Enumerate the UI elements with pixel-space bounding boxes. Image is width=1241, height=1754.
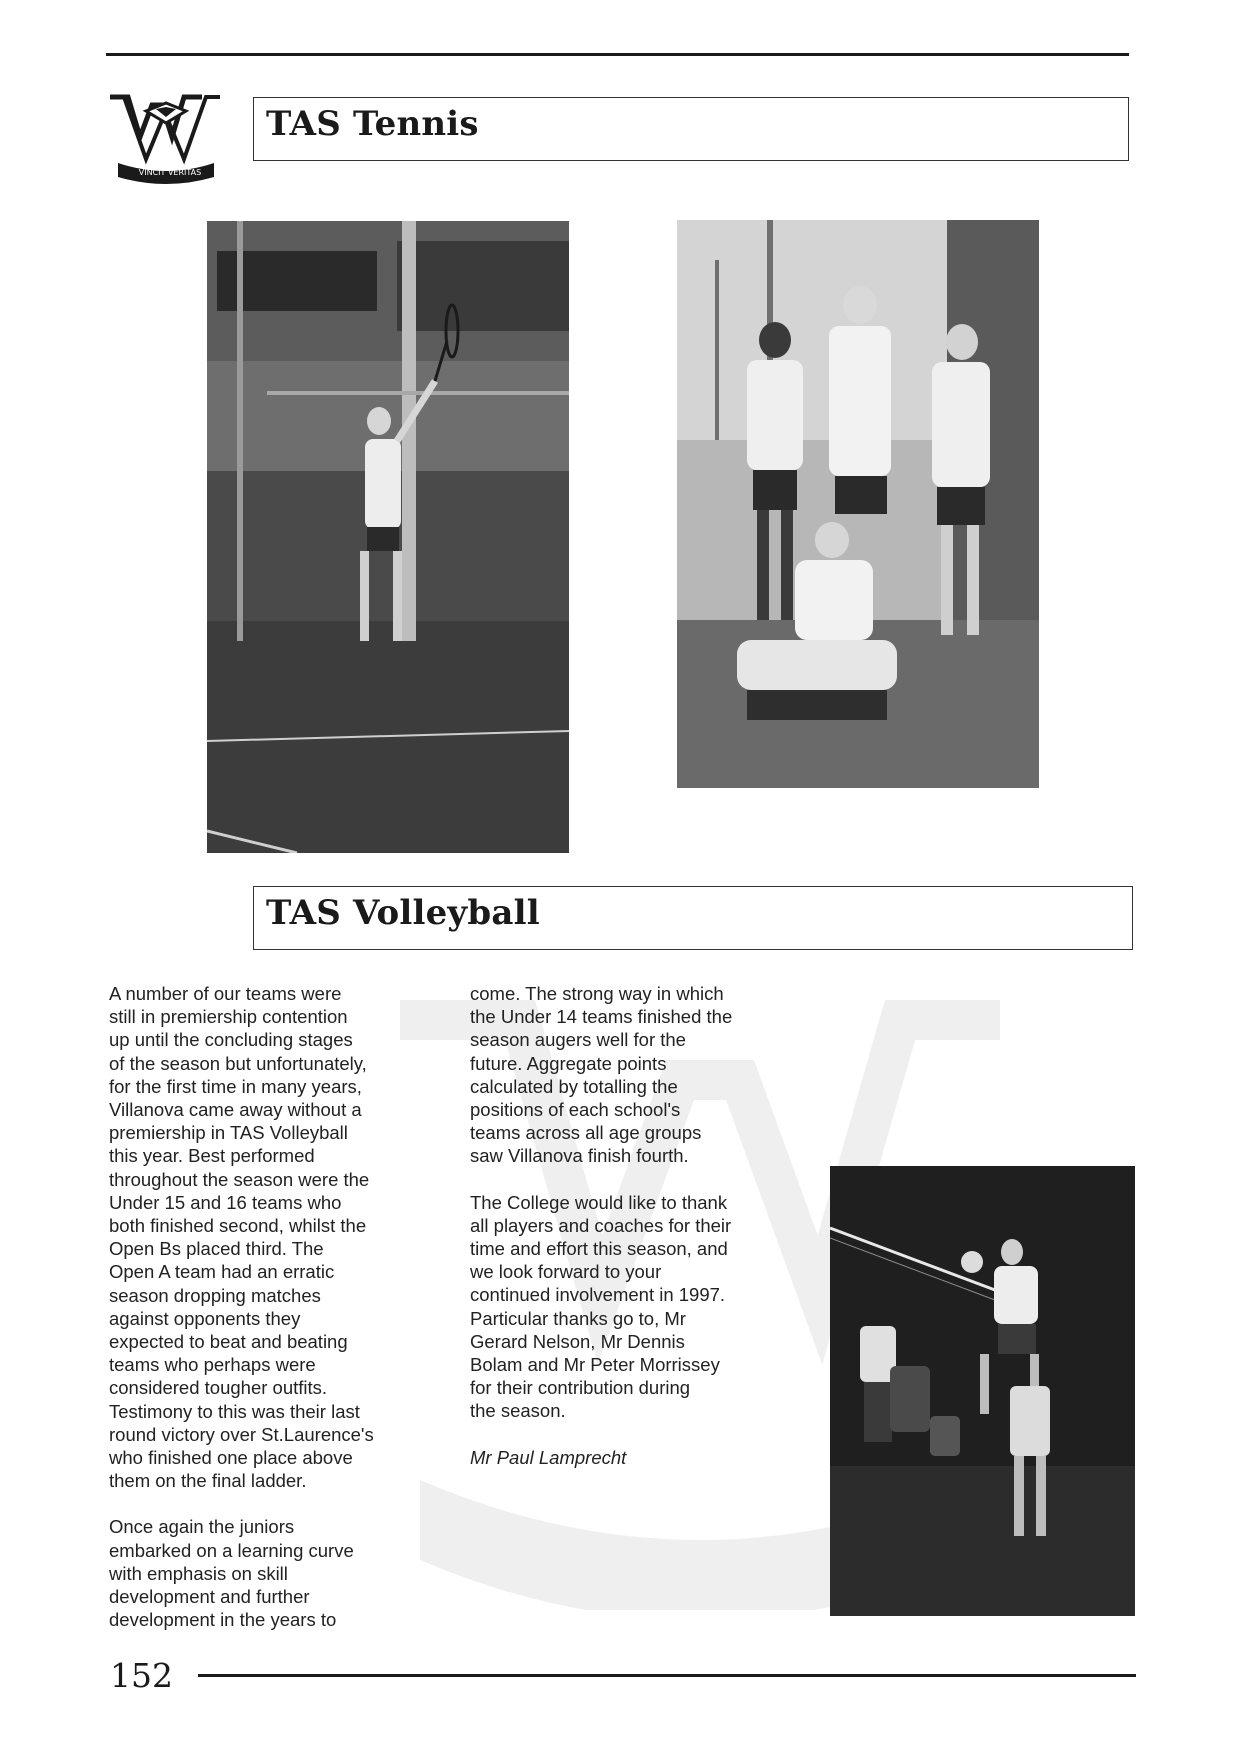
page-number: 152 [110,1656,173,1695]
tennis-player-photo [207,221,569,853]
tennis-heading: TAS Tennis [266,104,479,144]
volleyball-heading: TAS Volleyball [266,893,540,933]
bottom-rule [198,1674,1136,1677]
author-signature: Mr Paul Lamprecht [470,1446,627,1468]
volleyball-article-column-right [470,982,800,1492]
article-paragraph: come. The strong way in which the Under 14 teams finished the season augers well for the future. Aggregate points calculated by totalling the positions of each school's teams across all age groups saw Villanova finish fourth. [470,983,733,1167]
article-paragraph: A number of our teams were still in premiership contention up until the concluding stages of the season but unfortunately, for the first time in many years, Villanova came away without a premiership in TAS Volleyball this year. Best performed throughout the season were the Under 15 and 16 teams who both finished second, whilst the Open Bs placed third. The Open A team had an erratic season dropping matches against opponents they expected to beat and beating teams who perhaps were considered tougher outfits. Testimony to this was their last round victory over St.Laurence's who finished one place above them on the final ladder. [109,983,374,1492]
volleyball-heading-box [253,886,1133,950]
tennis-team-photo [677,220,1039,788]
volleyball-article-column-left [109,982,429,1654]
article-paragraph: The College would like to thank all players and coaches for their time and effort this season, and we look forward to your continued involvement in 1997. Particular thanks go to, Mr Gerard Nelson, Mr Dennis Bolam and Mr Peter Morrissey for their contribution during the season. [470,1191,732,1422]
volleyball-action-photo [830,1166,1135,1616]
top-rule [106,53,1129,56]
motto-ribbon [120,165,220,177]
article-paragraph: Once again the juniors embarked on a learning curve with emphasis on skill development and further development in the years to [109,1516,354,1631]
tennis-heading-box [253,97,1129,161]
motto-text: VINCIT VERITAS [138,168,202,177]
college-crest-logo [106,93,224,187]
